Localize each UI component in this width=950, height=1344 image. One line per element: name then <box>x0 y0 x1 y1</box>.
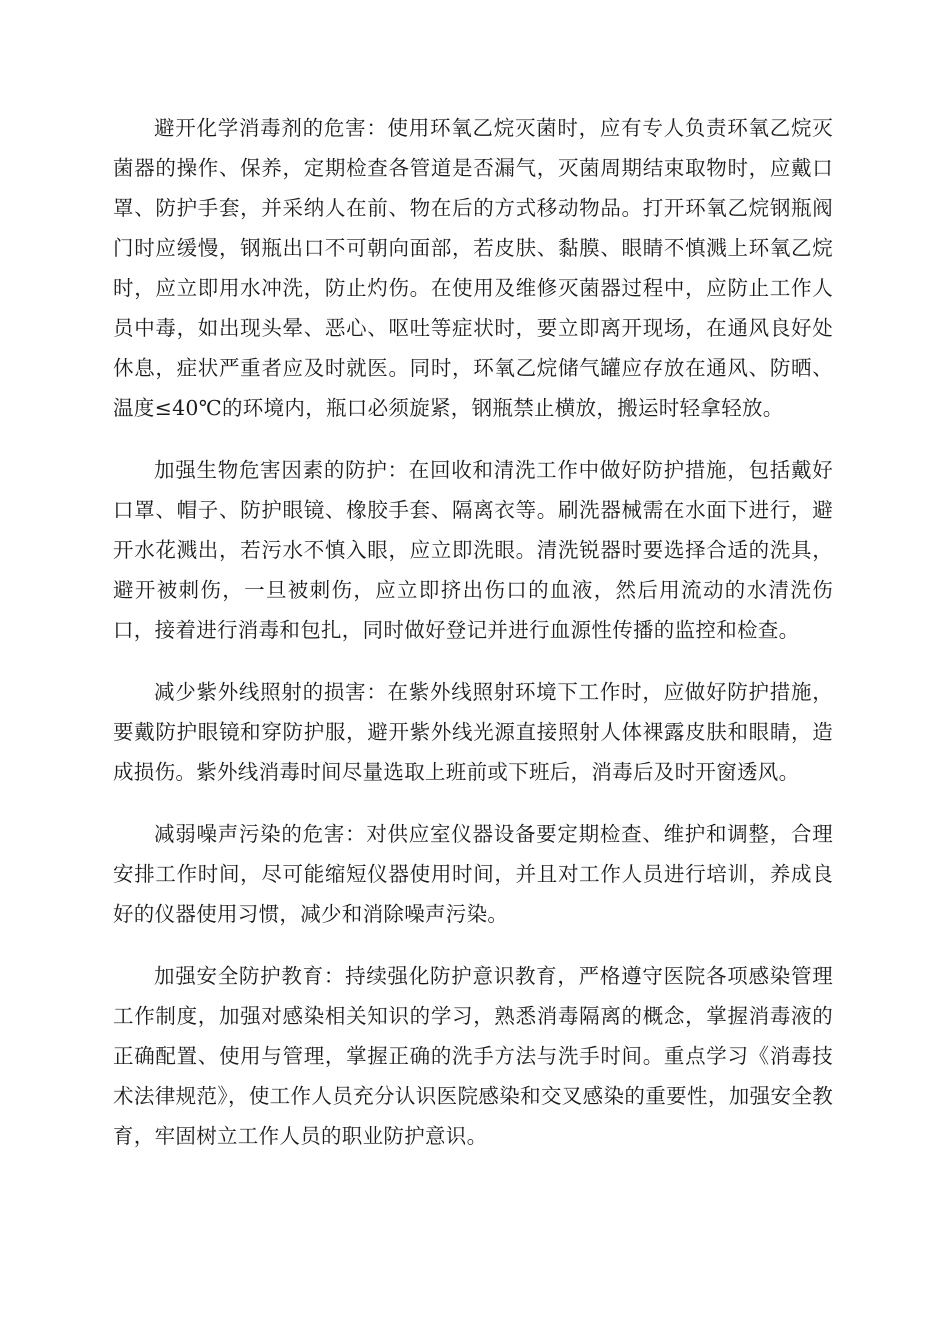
paragraph-safety-education: 加强安全防护教育：持续强化防护意识教育，严格遵守医院各项感染管理工作制度，加强对感染相关知识的学习，熟悉消毒隔离的概念，掌握消毒液的正确配置、使用与管理，掌握正确的洗手方法与洗手时间。重点学习《消毒技术法律规范》，使工作人员充分认识医院感染和交叉感染的重要性，加强安全教育，牢固树立工作人员的职业防护意识。 <box>113 964 833 1148</box>
paragraph-ultraviolet: 减少紫外线照射的损害：在紫外线照射环境下工作时，应做好防护措施，要戴防护眼镜和穿防护服，避开紫外线光源直接照射人体裸露皮肤和眼睛，造成损伤。紫外线消毒时间尽量选取上班前或下班后，消毒后及时开窗透风。 <box>113 680 833 784</box>
paragraph-biological-hazard: 加强生物危害因素的防护：在回收和清洗工作中做好防护措施，包括戴好口罩、帽子、防护眼镜、橡胶手套、隔离衣等。刷洗器械需在水面下进行，避开水花溅出，若污水不慎入眼，应立即洗眼。清洗锐器时要选择合适的洗具，避开被刺伤，一旦被刺伤，应立即挤出伤口的血液，然后用流动的水清洗伤口，接着进行消毒和包扎，同时做好登记并进行血源性传播的监控和检查。 <box>113 458 833 642</box>
paragraph-chemical-disinfectant: 避开化学消毒剂的危害：使用环氧乙烷灭菌时，应有专人负责环氧乙烷灭菌器的操作、保养，定期检查各管道是否漏气，灭菌周期结束取物时，应戴口罩、防护手套，并采纳人在前、物在后的方式移动物品。打开环氧乙烷钢瓶阀门时应缓慢，钢瓶出口不可朝向面部，若皮肤、黏膜、眼睛不慎溅上环氧乙烷时，应立即用水冲洗，防止灼伤。在使用及维修灭菌器过程中，应防止工作人员中毒，如出现头晕、恶心、呕吐等症状时，要立即离开现场，在通风良好处休息，症状严重者应及时就医。同时，环氧乙烷储气罐应存放在通风、防晒、温度≤40℃的环境内，瓶口必须旋紧，钢瓶禁止横放，搬运时轻拿轻放。 <box>113 116 833 420</box>
paragraph-noise-pollution: 减弱噪声污染的危害：对供应室仪器设备要定期检查、维护和调整，合理安排工作时间，尽可能缩短仪器使用时间，并且对工作人员进行培训，养成良好的仪器使用习惯，减少和消除噪声污染。 <box>113 822 833 926</box>
document-body <box>113 108 833 1178</box>
